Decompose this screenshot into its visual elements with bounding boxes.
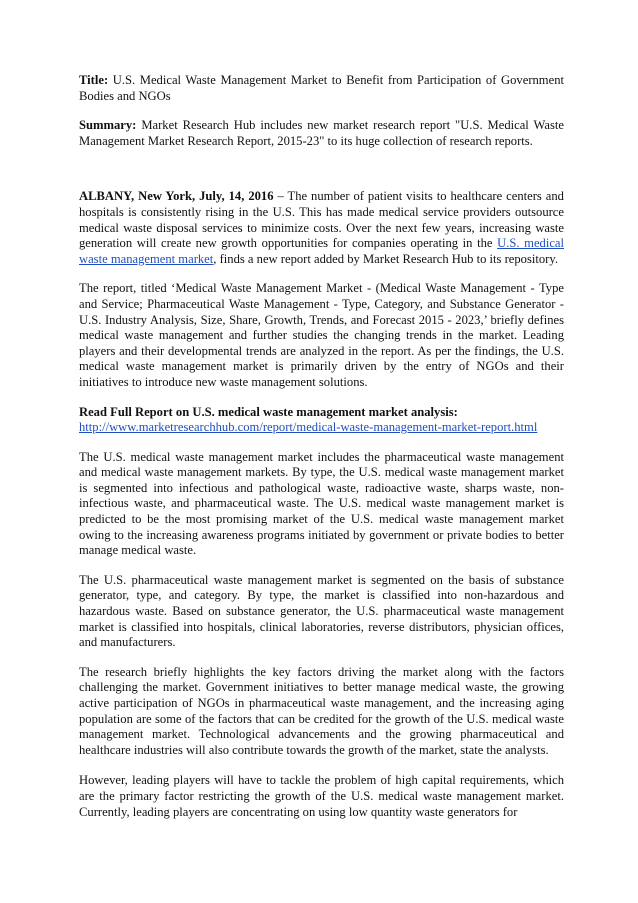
challenges-paragraph: However, leading players will have to tackle the problem of high capital requirements, which are the primary factor restricting the growth of the U.S. medical waste management market. Currently, leading players are concentrating on using low quantity waste generators for xyxy=(79,773,564,819)
report-url-line xyxy=(79,420,564,436)
pharmaceutical-paragraph: The U.S. pharmaceutical waste management market is segmented on the basis of substance generator, type, and category. By type, the market is classified into non-hazardous and hazardous waste. Based on substance generator, the U.S. pharmaceutical waste management market is classified into hospitals, clinical laboratories, reverse distributors, physician offices, and manufacturers. xyxy=(79,572,564,650)
report-description-paragraph: The report, titled ‘Medical Waste Management Market - (Medical Waste Management - Type and Service; Pharmaceutical Waste Management - Type, Category, and Substance Generator - U.S. Industry Analysis, Size, Share, Growth, Trends, and Forecast 2015 - 2023,’ briefly defines medical waste management and further studies the changing trends in the market. Leading players and their developmental trends are analyzed in the report. As per the findings, the U.S. medical waste management market is primarily driven by the entry of NGOs and their initiatives to introduce new waste management solutions. xyxy=(79,281,564,389)
report-url-link[interactable]: http://www.marketresearchhub.com/report/medical-waste-management-market-report.html xyxy=(79,420,538,435)
summary-label: Summary: xyxy=(79,118,137,133)
title-text: U.S. Medical Waste Management Market to Benefit from Participation of Government Bodies and NGOs xyxy=(79,73,564,103)
intro-paragraph xyxy=(79,189,564,267)
market-link[interactable]: U.S. medical waste management market xyxy=(79,236,565,266)
intro-text-after-link: , finds a new report added by Market Research Hub to its repository. xyxy=(213,251,558,266)
title-paragraph xyxy=(79,73,564,104)
dateline: ALBANY, New York, July, 14, 2016 xyxy=(79,189,274,204)
summary-text: Market Research Hub includes new market research report "U.S. Medical Waste Management Market Research Report, 2015-23" to its huge collection of research reports. xyxy=(79,118,564,148)
read-full-report-heading: Read Full Report on U.S. medical waste management market analysis: xyxy=(79,404,458,419)
drivers-paragraph: The research briefly highlights the key factors driving the market along with the factors challenging the market. Government initiatives to better manage medical waste, the growing active participation of NGOs in pharmaceutical waste management, and the increasing aging population are some of the factors that can be credited for the growth of the U.S. medical waste management market. Technological advancements and the growing pharmaceutical and healthcare industries will also contribute towards the growth of the market, state the analysts. xyxy=(79,664,564,757)
intro-text-before-link: – The number of patient visits to healthcare centers and hospitals is consistently rising in the U.S. This has made medical service providers outsource medical waste disposal services to minimize costs. Over the next few years, increasing waste generation will create new growth opportunities for companies operating in the xyxy=(79,189,564,251)
document-page xyxy=(79,73,564,834)
title-label: Title: xyxy=(79,73,109,87)
segmentation-paragraph: The U.S. medical waste management market includes the pharmaceutical waste management and medical waste management markets. By type, the U.S. medical waste management market is segmented into infectious and pathological waste, radioactive waste, sharps waste, non-infectious waste, and pharmaceutical waste. The U.S. medical waste management market is predicted to be the most promising market of the U.S. medical waste management market owing to the increasing awareness programs initiated by government or private bodies to better manage medical waste. xyxy=(79,449,564,558)
summary-paragraph xyxy=(79,118,564,149)
